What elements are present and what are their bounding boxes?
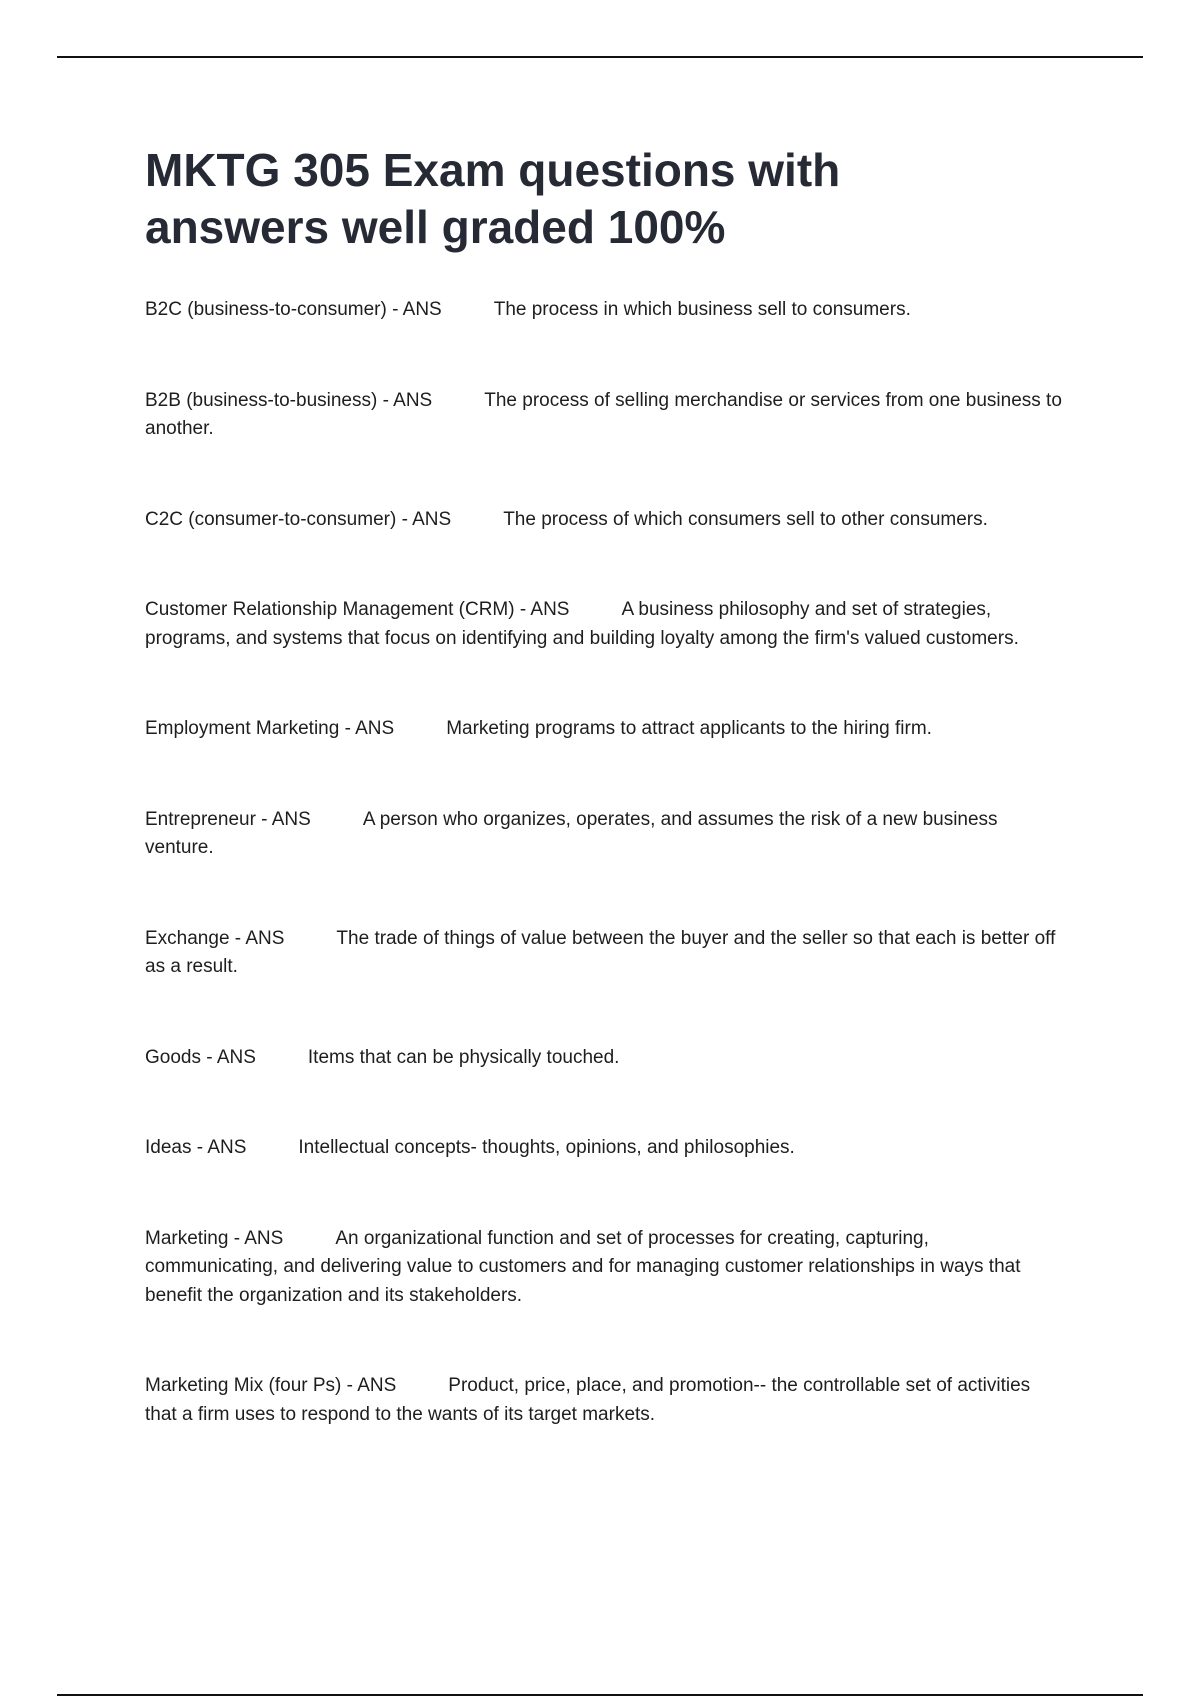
entry-term: Marketing - ANS — [145, 1227, 284, 1249]
bottom-divider — [57, 1694, 1143, 1696]
entry-definition: Marketing programs to attract applicants to the hiring firm. — [446, 718, 932, 739]
document-title: MKTG 305 Exam questions with answers well graded 100% — [145, 144, 841, 253]
entry-definition: The process in which business sell to consumers. — [493, 299, 911, 320]
qa-entry — [145, 925, 1065, 982]
entry-term: Exchange - ANS — [145, 927, 285, 949]
entry-term: C2C (consumer-to-consumer) - ANS — [145, 508, 452, 530]
document-body — [145, 142, 1065, 1491]
entry-definition: Items that can be physically touched. — [307, 1046, 620, 1068]
entry-definition: Product, price, place, and promotion-- the controllable set of activities that a firm uses to respond to the wants of its target markets. — [145, 1375, 1031, 1425]
entry-term: Employment Marketing - ANS — [145, 718, 395, 739]
qa-entry — [145, 806, 1065, 863]
qa-list — [145, 296, 1065, 1429]
entry-term: Goods - ANS — [145, 1046, 256, 1068]
qa-entry — [145, 715, 1065, 744]
entry-term: Entrepreneur - ANS — [145, 808, 311, 830]
qa-entry — [145, 506, 1065, 535]
qa-entry — [145, 1225, 1065, 1311]
qa-entry — [145, 1044, 1065, 1073]
entry-term: Customer Relationship Management (CRM) - ANS — [145, 599, 570, 620]
entry-definition: An organizational function and set of processes for creating, capturing, communicating, and delivering value to customers and for managing customer relationships in ways that benefit the organization and its stakeholders. — [145, 1227, 1021, 1306]
qa-entry — [145, 596, 1065, 653]
entry-definition: The trade of things of value between the buyer and the seller so that each is better off as a result. — [145, 927, 1056, 977]
entry-definition: A business philosophy and set of strategies, programs, and systems that focus on identifying and building loyalty among the firm's valued customers. — [145, 599, 1019, 649]
qa-entry — [145, 296, 1065, 325]
entry-definition: A person who organizes, operates, and assumes the risk of a new business venture. — [145, 808, 998, 858]
entry-definition: Intellectual concepts- thoughts, opinions, and philosophies. — [298, 1137, 795, 1158]
entry-term: Ideas - ANS — [145, 1137, 247, 1158]
entry-term: B2B (business-to-business) - ANS — [145, 389, 433, 411]
qa-entry — [145, 387, 1065, 444]
entry-definition: The process of selling merchandise or services from one business to another. — [145, 389, 1062, 439]
entry-term: B2C (business-to-consumer) - ANS — [145, 299, 442, 320]
top-divider — [57, 56, 1143, 58]
qa-entry — [145, 1134, 1065, 1163]
qa-entry — [145, 1372, 1065, 1429]
entry-term: Marketing Mix (four Ps) - ANS — [145, 1375, 397, 1396]
entry-definition: The process of which consumers sell to other consumers. — [503, 508, 988, 530]
